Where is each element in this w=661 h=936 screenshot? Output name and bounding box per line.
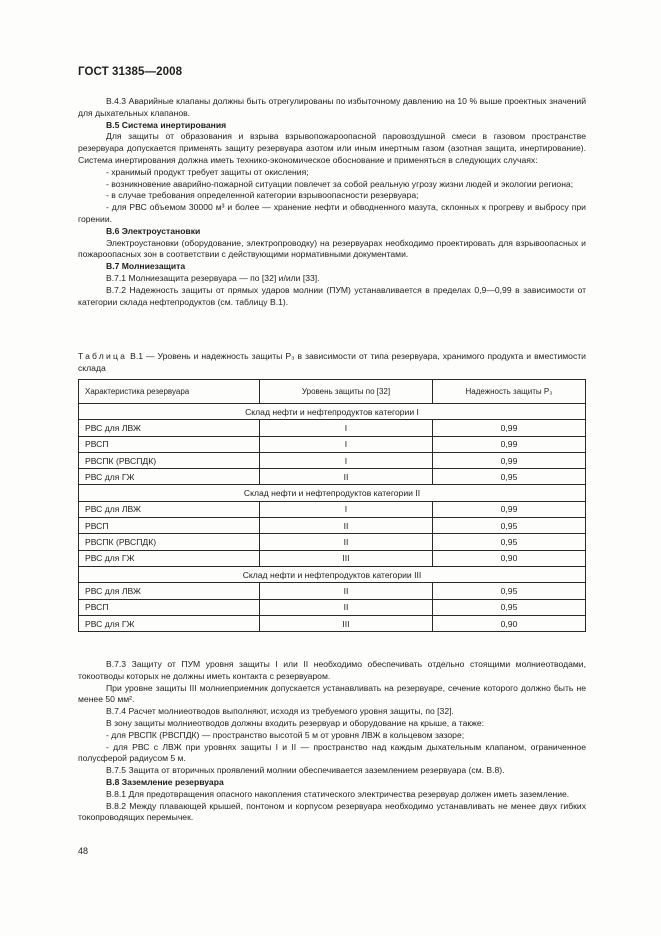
paragraph: При уровне защиты III молниеприемник допускается устанавливать на резервуаре, сечение которого должно быть не менее 50 мм². [78,682,586,705]
paragraph: В.7.2 Надежность защиты от прямых ударов молнии (ПУМ) устанавливается в пределах 0,9—0,99 в зависимости от категории склада нефтепродуктов (см. таблицу В.1). [78,284,586,307]
table-row [79,550,586,566]
table-header-row [79,380,586,404]
protection-level-cell: II [260,469,433,485]
tank-type-cell: РВСПК (РВСПДК) [79,534,260,550]
tank-type-cell: РВСП [79,518,260,534]
table-caption-lead: Таблица [78,351,128,361]
paragraph: - для РВС объемом 30000 м³ и более — хранение нефти и обводненного мазута, склонных к прогреву и выбросу при горении. [78,202,586,224]
reliability-cell: 0,90 [433,615,586,631]
paragraph: Электроустановки (оборудование, электропроводку) на резервуарах необходимо проектировать для взрывоопасных и пожароопасных зон в соответствии с действующими нормативными документами. [78,237,586,260]
warehouse-category-title: Склад нефти и нефтепродуктов категории II [79,485,586,501]
tank-type-cell: РВС для ГЖ [79,469,260,485]
reliability-cell: 0,95 [433,599,586,615]
table-row [79,534,586,550]
protection-level-cell: II [260,599,433,615]
paragraph: В.7.4 Расчет молниеотводов выполняют, исходя из требуемого уровня защиты, по [32]. [106,706,454,717]
paragraph: - хранимый продукт требует защиты от окисления; [106,166,309,177]
paragraph: В.7.5 Защита от вторичных проявлений молнии обеспечивается заземлением резервуара (см. В.8). [106,765,505,776]
paragraph: - возникновение аварийно-пожарной ситуации повлечет за собой реальную угрозу жизни людей и экологии региона; [106,178,574,189]
paragraph: В.7.1 Молниезащита резервуара — по [32] и/или [33]. [106,272,320,283]
reliability-cell: 0,95 [433,518,586,534]
reliability-cell: 0,90 [433,550,586,566]
tank-type-cell: РВСПК (РВСПДК) [79,452,260,468]
section-heading: В.6 Электроустановки [106,225,201,236]
paragraph: - для РВС с ЛВЖ при уровнях защиты I и II — пространство над каждым дыхательным клапаном, ограниченное полусферой радиусом 5 м. [78,741,586,764]
protection-level-cell: II [260,518,433,534]
paragraph: В.7.3 Защиту от ПУМ уровня защиты I или II необходимо обеспечивать отдельно стоящими молниеотводами, токоотводы которых не должны иметь контакта с резервуаром. [78,659,586,681]
reliability-cell: 0,95 [433,534,586,550]
reliability-cell: 0,99 [433,436,586,452]
table-row [79,501,586,517]
paragraph: В.8.2 Между плавающей крышей, понтоном и корпусом резервуара необходимо устанавливать не менее двух гибких токопроводящих перемычек. [78,800,586,823]
tank-type-cell: РВС для ГЖ [79,550,260,566]
reliability-cell: 0,95 [433,469,586,485]
tank-type-cell: РВС для ЛВЖ [79,420,260,436]
section-text-bottom [78,659,586,824]
reliability-cell: 0,99 [433,501,586,517]
protection-level-cell: III [260,615,433,631]
section-text-top [78,96,586,308]
paragraph: В.4.3 Аварийные клапаны должны быть отрегулированы по избыточному давлению на 10 % выше проектных значений для дыхательных клапанов. [78,96,586,118]
paragraph: В.8.1 Для предотвращения опасного накопления статического электричества резервуар должен иметь заземление. [106,788,570,799]
tank-type-cell: РВС для ГЖ [79,615,260,631]
table-row [79,469,586,485]
paragraph: - в случае требования определенной категории взрывоопасности резервуара; [106,190,419,201]
warehouse-category-title: Склад нефти и нефтепродуктов категории III [79,566,586,582]
warehouse-category-title: Склад нефти и нефтепродуктов категории I [79,404,586,420]
section-heading: В.8 Заземление резервуара [106,776,224,787]
protection-level-cell: I [260,501,433,517]
table-caption-text: В.1 — Уровень и надежность защиты P₃ в зависимости от типа резервуара, хранимого продукта и вместимости склада [78,351,586,373]
tank-type-cell: РВС для ЛВЖ [79,583,260,599]
table-group-row [79,566,586,582]
table-group-row [79,485,586,501]
reliability-cell: 0,99 [433,452,586,468]
table-row [79,615,586,631]
table-caption [78,351,586,375]
standard-header: ГОСТ 31385—2008 [78,66,183,78]
section-heading: В.5 Система инертирования [106,119,227,130]
table-row [79,452,586,468]
table-row [79,518,586,534]
header-protection-reliability: Надежность защиты P₃ [433,380,586,404]
header-protection-level: Уровень защиты по [32] [260,380,433,404]
reliability-cell: 0,95 [433,583,586,599]
protection-level-cell: II [260,583,433,599]
header-tank-characteristic: Характеристика резервуара [79,380,260,404]
table-row [79,436,586,452]
protection-level-cell: I [260,452,433,468]
tank-type-cell: РВСП [79,436,260,452]
tank-type-cell: РВСП [79,599,260,615]
paragraph: Для защиты от образования и взрыва взрывопожароопасной паровоздушной смеси в газовом пространстве резервуара допускается применять защиту резервуара азотом или иным инертным газом (азотная защита, инертирование). Система инертирования должна иметь технико-экономическое обоснование и применяться в следующих случаях: [78,131,586,165]
table-group-row [79,404,586,420]
protection-level-cell: I [260,436,433,452]
protection-level-cell: III [260,550,433,566]
section-heading: В.7 Молниезащита [106,261,186,272]
reliability-cell: 0,99 [433,420,586,436]
page-number: 48 [78,846,89,856]
paragraph: - для РВСПК (РВСПДК) — пространство высотой 5 м от уровня ЛВЖ в кольцевом зазоре; [106,729,465,740]
table-row [79,420,586,436]
protection-level-cell: II [260,534,433,550]
table-row [79,583,586,599]
paragraph: В зону защиты молниеотводов должны входить резервуар и оборудование на крыше, а также: [106,717,485,728]
tank-type-cell: РВС для ЛВЖ [79,501,260,517]
table-row [79,599,586,615]
protection-level-cell: I [260,420,433,436]
protection-table [78,379,586,632]
